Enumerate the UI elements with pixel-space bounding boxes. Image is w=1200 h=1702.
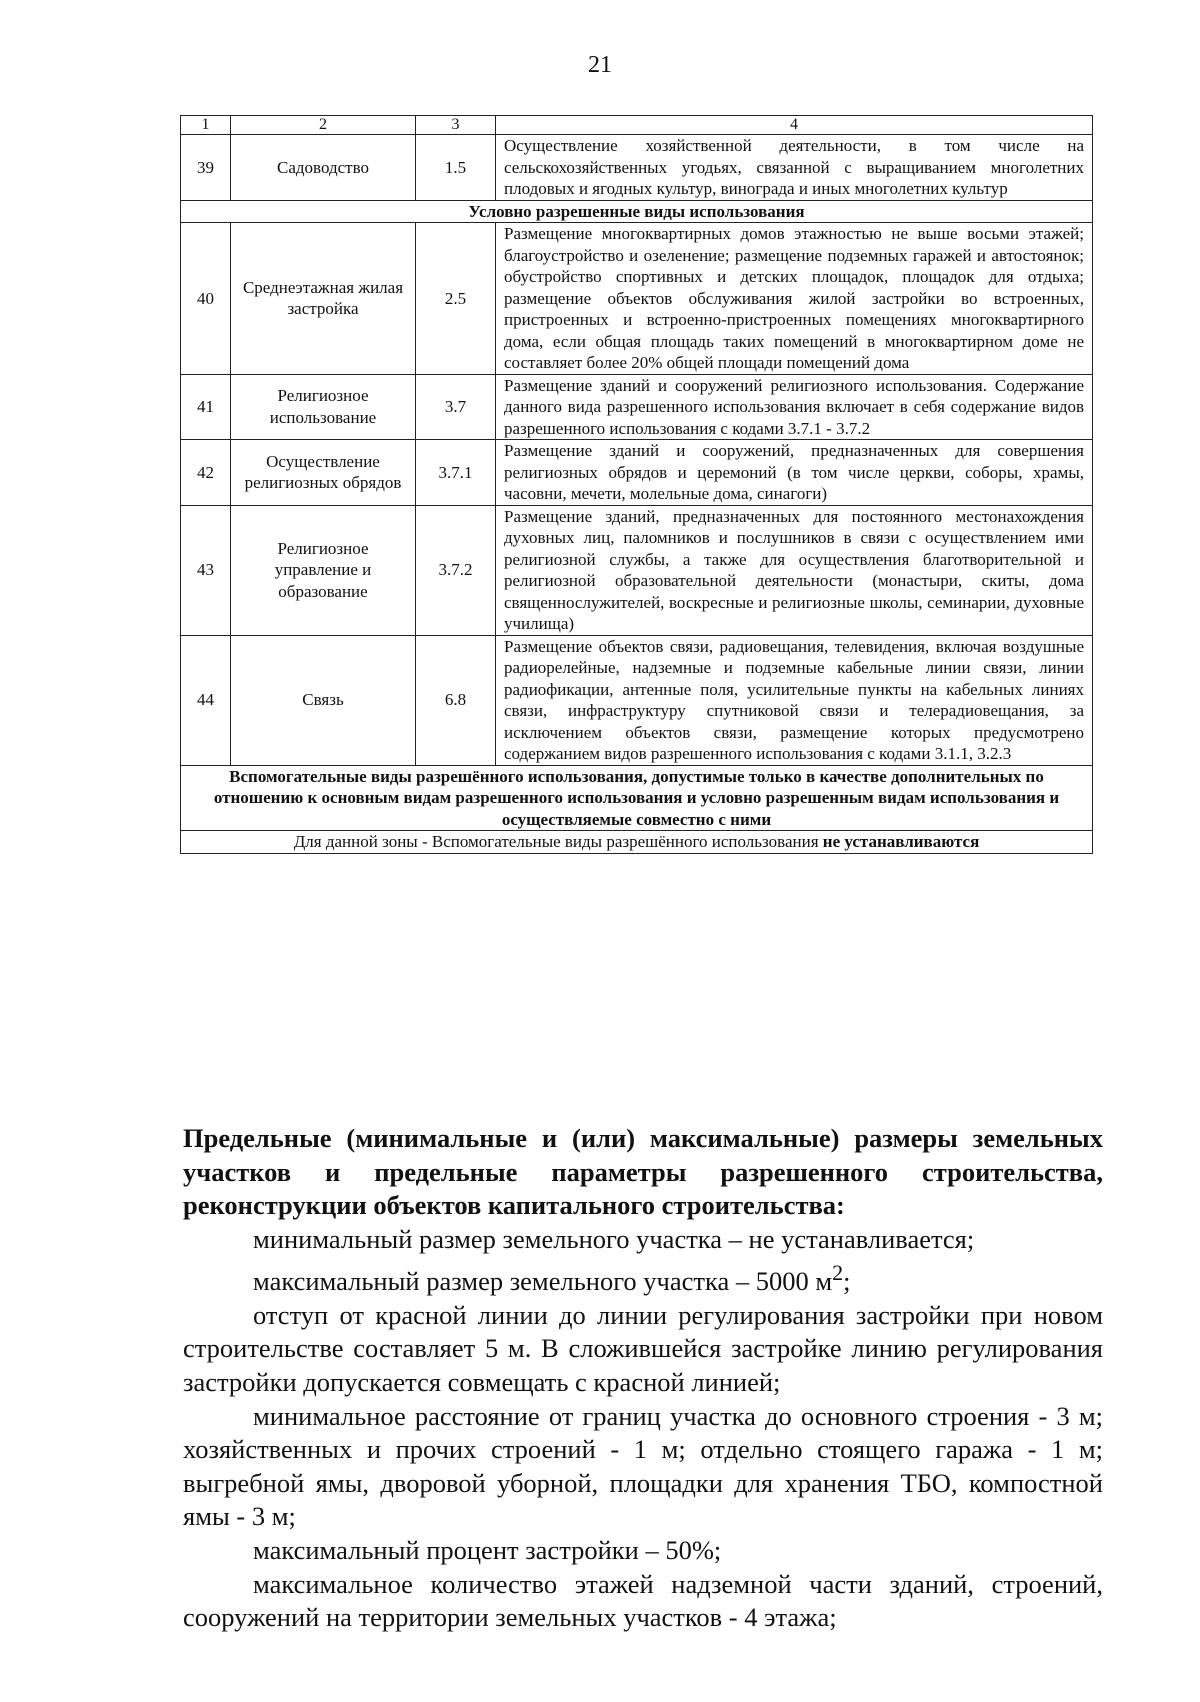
- use-name: Религиозное использование: [231, 374, 416, 440]
- note-row: [181, 831, 1093, 854]
- use-description: Размещение многоквартирных домов этажностью не выше восьми этажей; благоустройство и озеленение; размещение подземных гаражей и автостоянок; обустройство спортивных и детских площадок, площадок для отдыха; размещение объектов обслуживания жилой застройки во встроенных, пристроенных и встроенно-пристроенных помещениях многоквартирного дома, если общая площадь таких помещений в многоквартирном доме не составляет более 20% общей площади помещений дома: [496, 223, 1093, 375]
- use-code: 6.8: [416, 635, 496, 765]
- auxiliary-uses-note: [181, 831, 1093, 854]
- note-emphasis: не устанавливаются: [822, 832, 980, 851]
- header-cell: 2: [231, 116, 416, 135]
- note-text: Для данной зоны - Вспомогательные виды разрешённого использования: [293, 832, 823, 851]
- header-cell: 1: [181, 116, 231, 135]
- table-row: [181, 635, 1093, 765]
- use-description: Размещение зданий и сооружений, предназначенных для совершения религиозных обрядов и церемоний (в том числе церкви, соборы, храмы, часовни, мечети, молельные дома, синагоги): [496, 440, 1093, 506]
- use-code: 1.5: [416, 135, 496, 201]
- limit-item: минимальное расстояние от границ участка до основного строения - 3 м; хозяйственных и прочих строений - 1 м; отдельно стоящего гаража - 1 м; выгребной ямы, дворовой уборной, площадки для хранения ТБО, компостной ямы - 3 м;: [183, 1400, 1103, 1532]
- use-description: Осуществление хозяйственной деятельности, в том числе на сельскохозяйственных угодьях, связанной с выращиванием многолетних плодовых и ягодных культур, винограда и иных многолетних культур: [496, 135, 1093, 201]
- use-description: Размещение объектов связи, радиовещания, телевидения, включая воздушные радиорелейные, надземные и подземные кабельные линии связи, линии радиофикации, антенные поля, усилительные пункты на кабельных линиях связи, инфраструктуру спутниковой связи и телерадиовещания, за исключением объектов связи, размещение которых предусмотрено содержанием видов разрешенного использования с кодами 3.1.1, 3.2.3: [496, 635, 1093, 765]
- table-row: [181, 505, 1093, 635]
- header-cell: 3: [416, 116, 496, 135]
- section-heading-row: [181, 765, 1093, 831]
- use-name: Садоводство: [231, 135, 416, 201]
- row-number: 39: [181, 135, 231, 201]
- use-code: 2.5: [416, 223, 496, 375]
- use-name: Среднеэтажная жилая застройка: [231, 223, 416, 375]
- table-row: [181, 440, 1093, 506]
- limit-item: отступ от красной линии до линии регулирования застройки при новом строительстве составляет 5 м. В сложившейся застройке линию регулирования застройки допускается совмещать с красной линией;: [183, 1299, 1103, 1397]
- table-header-row: [181, 116, 1093, 135]
- page-number: 21: [588, 52, 612, 78]
- limits-heading: Предельные (минимальные и (или) максимальные) размеры земельных участков и предельные параметры разрешенного строительства, реконструкции объектов капитального строительства:: [183, 1123, 1103, 1221]
- conditional-uses-heading: Условно разрешенные виды использования: [181, 200, 1093, 223]
- use-code: 3.7.2: [416, 505, 496, 635]
- use-code: 3.7.1: [416, 440, 496, 506]
- use-name: Осуществление религиозных обрядов: [231, 440, 416, 506]
- auxiliary-uses-heading: Вспомогательные виды разрешённого использования, допустимые только в качестве дополнительных по отношению к основным видам разрешенного использования и условно разрешенным видам использования и осуществляемые совместно с ними: [181, 765, 1093, 831]
- table-row: [181, 135, 1093, 201]
- row-number: 42: [181, 440, 231, 506]
- use-name: Связь: [231, 635, 416, 765]
- table-row: [181, 374, 1093, 440]
- use-description: Размещение зданий, предназначенных для постоянного местонахождения духовных лиц, паломников и послушников в связи с осуществлением ими религиозной службы, а также для осуществления благотворительной и религиозной образовательной деятельности (монастыри, скиты, дома священнослужителей, воскресные и религиозные школы, семинарии, духовные училища): [496, 505, 1093, 635]
- row-number: 40: [181, 223, 231, 375]
- table-row: [181, 223, 1093, 375]
- limits-section: [183, 1122, 1103, 1635]
- row-number: 44: [181, 635, 231, 765]
- section-heading-row: [181, 200, 1093, 223]
- row-number: 43: [181, 505, 231, 635]
- use-description: Размещение зданий и сооружений религиозного использования. Содержание данного вида разрешенного использования включает в себя содержание видов разрешенного использования с кодами 3.7.1 - 3.7.2: [496, 374, 1093, 440]
- permitted-uses-table: [180, 115, 1093, 854]
- limit-item: минимальный размер земельного участка – не устанавливается;: [253, 1223, 975, 1254]
- limit-item-max-size: [183, 1256, 1103, 1298]
- limit-item: максимальный процент застройки – 50%;: [253, 1534, 722, 1565]
- header-cell: 4: [496, 116, 1093, 135]
- use-name: Религиозное управление и образование: [231, 505, 416, 635]
- use-code: 3.7: [416, 374, 496, 440]
- max-size-tail: ;: [843, 1266, 851, 1297]
- max-size-superscript: 2: [832, 1260, 844, 1286]
- max-size-text: максимальный размер земельного участка – 5000 м: [253, 1266, 833, 1297]
- row-number: 41: [181, 374, 231, 440]
- limit-item: максимальное количество этажей надземной части зданий, строений, сооружений на территории земельных участков - 4 этажа;: [183, 1568, 1103, 1633]
